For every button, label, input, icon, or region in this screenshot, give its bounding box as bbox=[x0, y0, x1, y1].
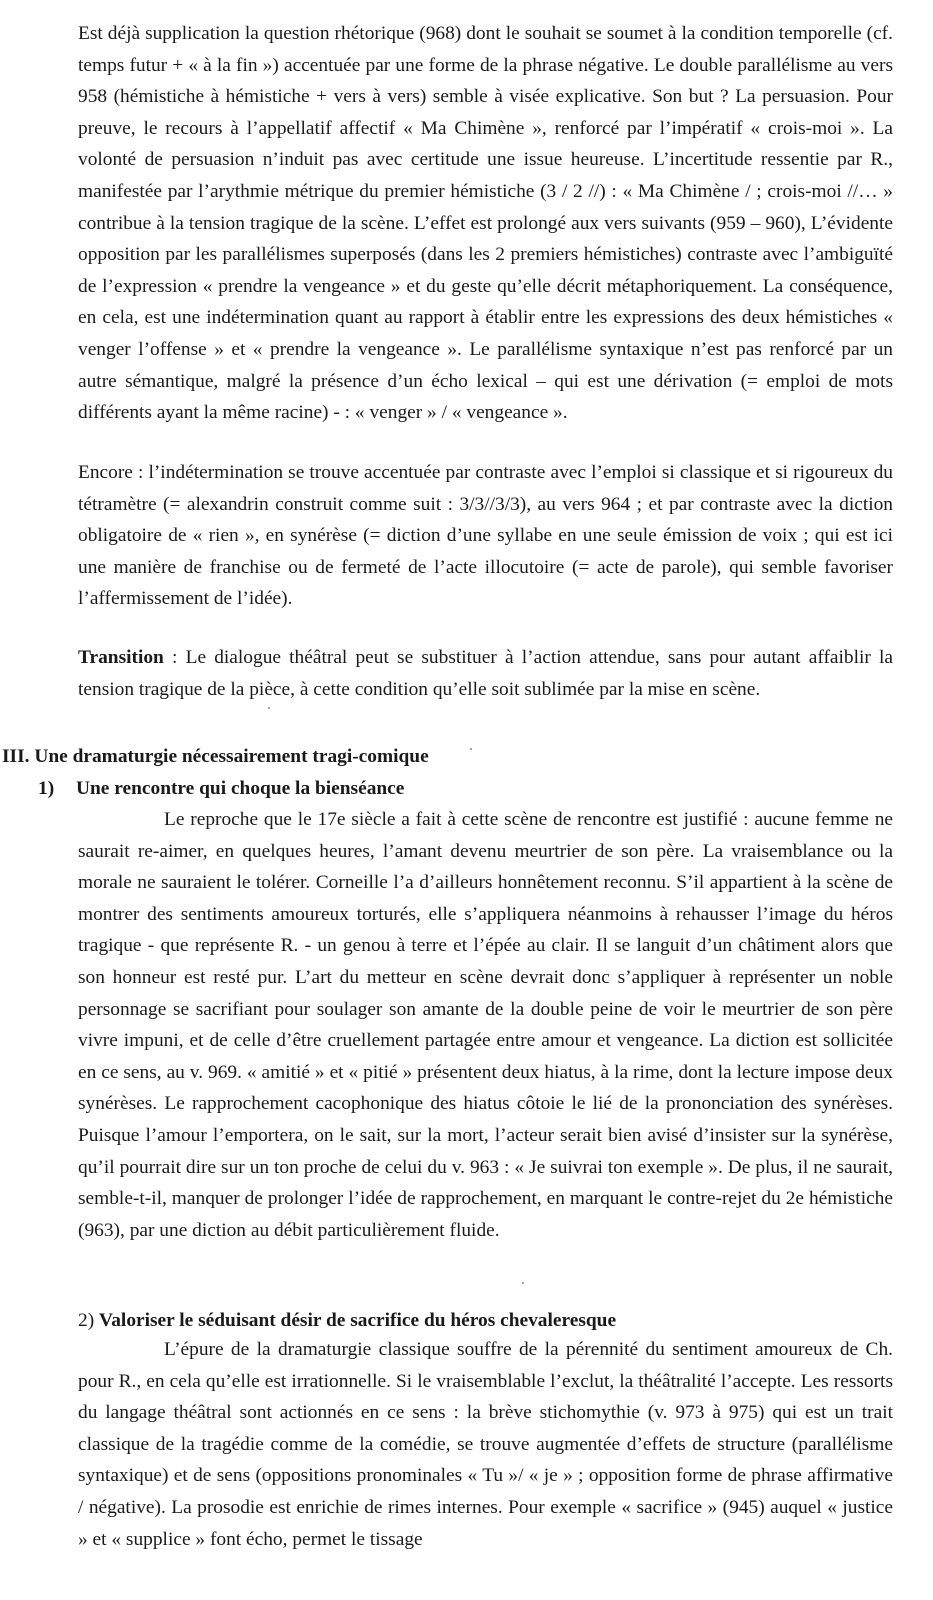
scan-speck bbox=[470, 748, 472, 750]
subsection-2-title: Valoriser le séduisant désir de sacrifice du héros chevaleresque bbox=[99, 1310, 617, 1331]
transition-paragraph bbox=[78, 642, 893, 705]
paragraph-2: Encore : l’indétermination se trouve accentuée par contraste avec l’emploi si classique et si rigoureux du tétramètre (= alexandrin construit comme suit : 3/3//3/3), au vers 964 ; et par contraste avec la diction obligatoire de « rien », en synérèse (= diction d’une syllabe en une seule émission de voix ; qui est ici une manière de franchise ou de fermeté de l’acte illocutoire (= acte de parole), qui semble favoriser l’affermissement de l’idée). bbox=[78, 462, 893, 610]
scan-speck bbox=[522, 1282, 524, 1284]
paragraph-1: Est déjà supplication la question rhétorique (968) dont le souhait se soumet à la condition temporelle (cf. temps futur + « à la fin ») accentuée par une forme de la phrase négative. Le double parallélisme au vers 958 (hémistiche à hémistiche + vers à vers) semble à visée explicative. Son but ? La persuasion. Pour preuve, le recours à l’appellatif affectif « Ma Chimène », renforcé par l’impératif « crois-moi ». La volonté de persuasion n’induit pas avec certitude une issue heureuse. L’incertitude ressentie par R., manifestée par l’arythmie métrique du premier hémistiche (3 / 2 //) : « Ma Chimène / ; crois-moi //… » contribue à la tension tragique de la scène. L’effet est prolongé aux vers suivants (959 – 960), L’évidente opposition par les parallélismes superposés (dans les 2 premiers hémistiches) contraste avec l’ambiguïté de l’expression « prendre la vengeance » et du geste qu’elle décrit métaphoriquement. La conséquence, en cela, est une indétermination quant au rapport à établir entre les expressions des deux hémistiches « venger l’offense » et « prendre la vengeance ». Le parallélisme syntaxique n’est pas renforcé par un autre sémantique, malgré la présence d’un écho lexical – qui est une dérivation (= emploi de mots différents ayant la même racine) - : « venger » / « vengeance ». bbox=[78, 23, 893, 424]
paragraph-4: L’épure de la dramaturgie classique souffre de la pérennité du sentiment amoureux de Ch. pour R., en cela qu’elle est irrationnelle. Si le vraisemblable l’exclut, la théâtralité l’accepte. Les ressorts du langage théâtral sont actionnés en ce sens : la brève stichomythie (v. 973 à 975) qui est un trait classique de la tragédie comme de la comédie, se trouve augmentée d’effets de structure (parallélisme syntaxique) et de sens (oppositions pronominales « Tu »/ « je » ; opposition forme de phrase affirmative / négative). La prosodie est enrichie de rimes internes. Pour exemple « sacrifice » (945) auquel « justice » et « supplice » font écho, permet le tissage bbox=[78, 1339, 893, 1550]
subsection-heading-1 bbox=[38, 776, 404, 802]
paragraph-3: Le reproche que le 17e siècle a fait à cette scène de rencontre est justifié : aucune femme ne saurait re-aimer, en quelques heures, l’amant devenu meurtrier de son père. La vraisemblance ou la morale ne sauraient le tolérer. Corneille l’a d’ailleurs honnêtement reconnu. S’il appartient à la scène de montrer des sentiments amoureux torturés, elle s’appliquera néanmoins à rehausser l’image du héros tragique - que représente R. - un genou à terre et l’épée au clair. Il se languit d’un châtiment alors que son honneur est resté pur. L’art du metteur en scène devrait donc s’appliquer à représenter un noble personnage se sacrifiant pour soulager son amante de la double peine de voir le meurtrier de son père vivre impuni, et de celle d’être cruellement partagée entre amour et vengeance. La diction est sollicitée en ce sens, au v. 969. « amitié » et « pitié » présentent deux hiatus, à la rime, dont la lecture impose deux synérèses. Le rapprochement cacophonique des hiatus côtoie le lié de la prononciation des synérèses. Puisque l’amour l’emportera, on le sait, sur la mort, l’acteur serait bien avisé d’insister sur la synérèse, qu’il pourrait dire sur un ton proche de celui du v. 963 : « Je suivrai ton exemple ». De plus, il ne saurait, semble-t-il, manquer de prolonger l’idée de rapprochement, en marquant le contre-rejet du 2e hémistiche (963), par une diction au débit particulièrement fluide. bbox=[78, 809, 893, 1241]
subsection-1-number: 1) bbox=[38, 778, 55, 799]
scan-speck bbox=[268, 707, 270, 709]
section-heading-3: III. Une dramaturgie nécessairement tragi-comique bbox=[2, 746, 429, 767]
subsection-2-number: 2) bbox=[78, 1310, 95, 1331]
transition-text: : Le dialogue théâtral peut se substituer à l’action attendue, sans pour autant affaiblir la tension tragique de la pièce, à cette condition qu’elle soit sublimée par la mise en scène. bbox=[78, 647, 893, 700]
transition-label: Transition bbox=[78, 647, 164, 668]
subsection-1-title: Une rencontre qui choque la bienséance bbox=[76, 778, 405, 799]
subsection-heading-2 bbox=[78, 1308, 616, 1334]
